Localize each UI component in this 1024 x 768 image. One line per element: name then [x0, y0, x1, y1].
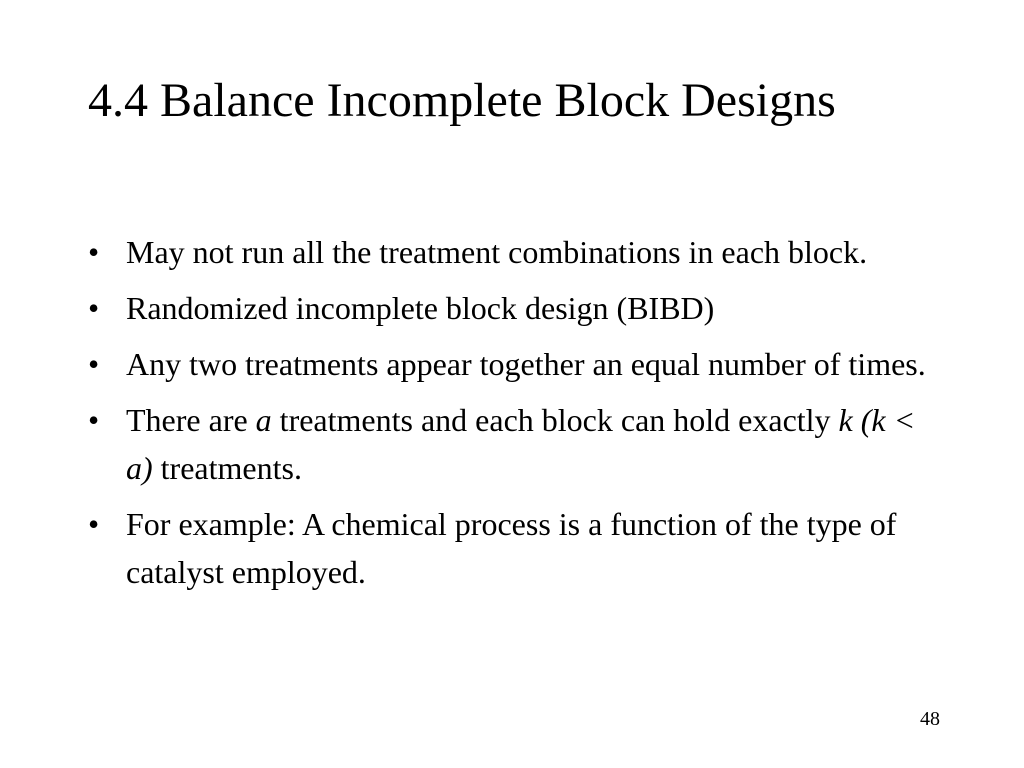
bullet-text: May not run all the treatment combinations in each block.: [126, 234, 868, 270]
bullet-list: [88, 228, 938, 604]
bullet-icon: •: [88, 506, 100, 542]
bullet-text-part: There are: [126, 402, 256, 438]
bullet-icon: •: [88, 402, 100, 438]
bullet-item: [88, 228, 938, 276]
page-number: 48: [920, 708, 940, 730]
bullet-item: [88, 500, 938, 596]
bullet-text: For example: A chemical process is a function of the type of catalyst employed.: [126, 506, 897, 590]
bullet-item: [88, 340, 938, 388]
bullet-text: Randomized incomplete block design (BIBD): [126, 290, 715, 326]
slide-title: 4.4 Balance Incomplete Block Designs: [88, 74, 836, 127]
bullet-icon: •: [88, 234, 100, 270]
bullet-text: Any two treatments appear together an equal number of times.: [126, 346, 926, 382]
bullet-item: [88, 284, 938, 332]
bullet-text-part: treatments.: [152, 450, 302, 486]
variable-k-expression: k (k < a): [126, 402, 916, 486]
bullet-text-part: treatments and each block can hold exactly: [271, 402, 839, 438]
variable-a: a: [255, 402, 272, 438]
bullet-icon: •: [88, 290, 100, 326]
bullet-item: [88, 396, 938, 492]
bullet-icon: •: [88, 346, 100, 382]
